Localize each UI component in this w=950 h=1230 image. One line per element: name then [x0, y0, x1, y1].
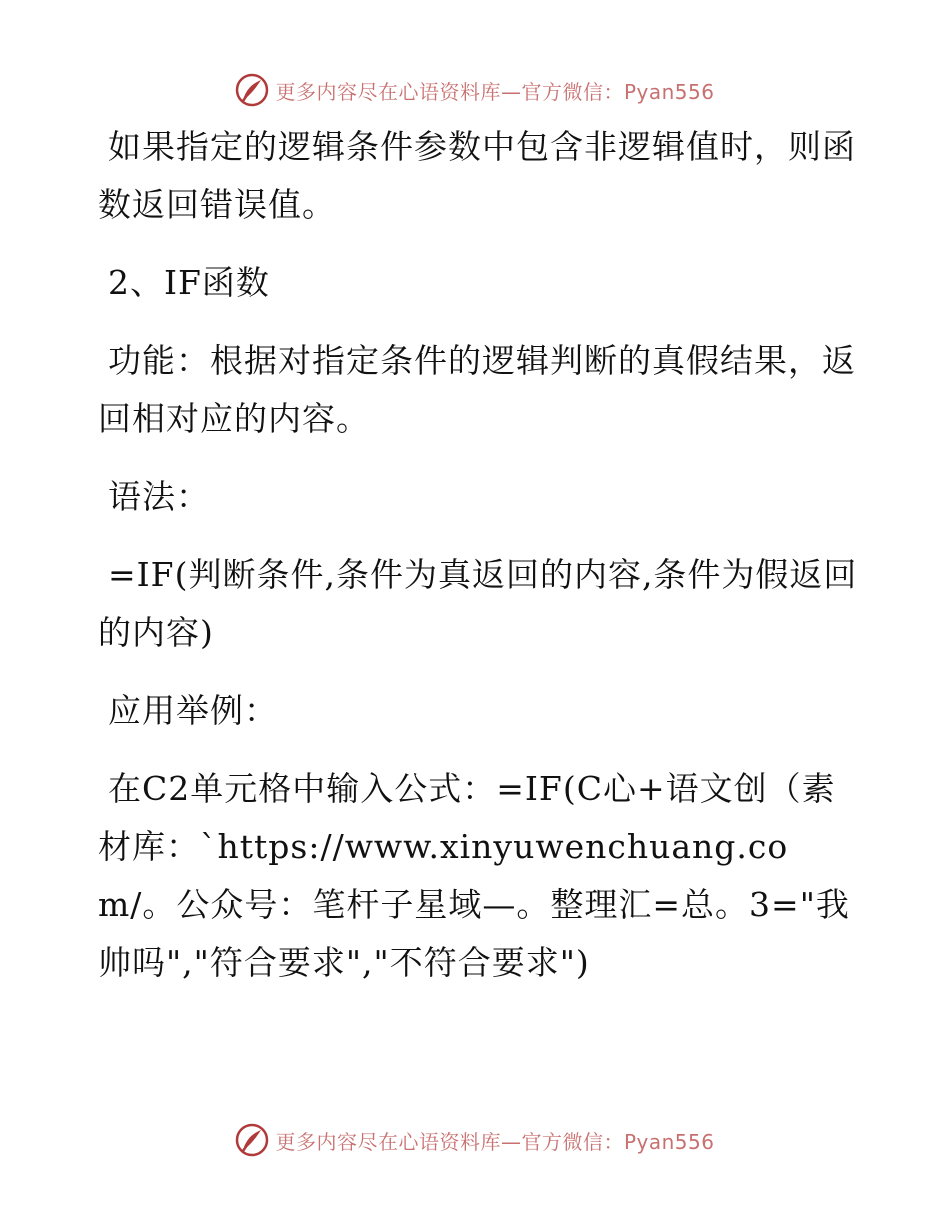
header-banner: [0, 70, 950, 110]
footer-banner: [0, 1120, 950, 1160]
heading-if-function: 2、IF函数: [108, 263, 270, 302]
flame-pen-logo-icon: [235, 1123, 269, 1157]
syntax-formula: =IF(判断条件,条件为真返回的内容,条件为假返回的内容): [98, 555, 858, 652]
label-example: 应用举例：: [108, 691, 278, 730]
header-banner-text: 更多内容尽在心语资料库—官方微信：Pyan556: [275, 79, 715, 104]
paragraph-function-desc: 功能：根据对指定条件的逻辑判断的真假结果，返回相对应的内容。: [98, 341, 856, 438]
document-body: [98, 118, 858, 1012]
example-formula: 在C2单元格中输入公式：=IF(C心+语文创（素材库：`https://www.xinyuwenchuang.com/。公众号：笔杆子星域—。整理汇=总。3="我帅吗","符合要求","不符合要求"): [98, 769, 850, 982]
flame-pen-logo-icon: [235, 73, 269, 107]
label-syntax: 语法：: [108, 477, 210, 516]
paragraph-logic-error: 如果指定的逻辑条件参数中包含非逻辑值时，则函数返回错误值。: [98, 127, 856, 224]
footer-banner-text: 更多内容尽在心语资料库—官方微信：Pyan556: [275, 1129, 715, 1154]
